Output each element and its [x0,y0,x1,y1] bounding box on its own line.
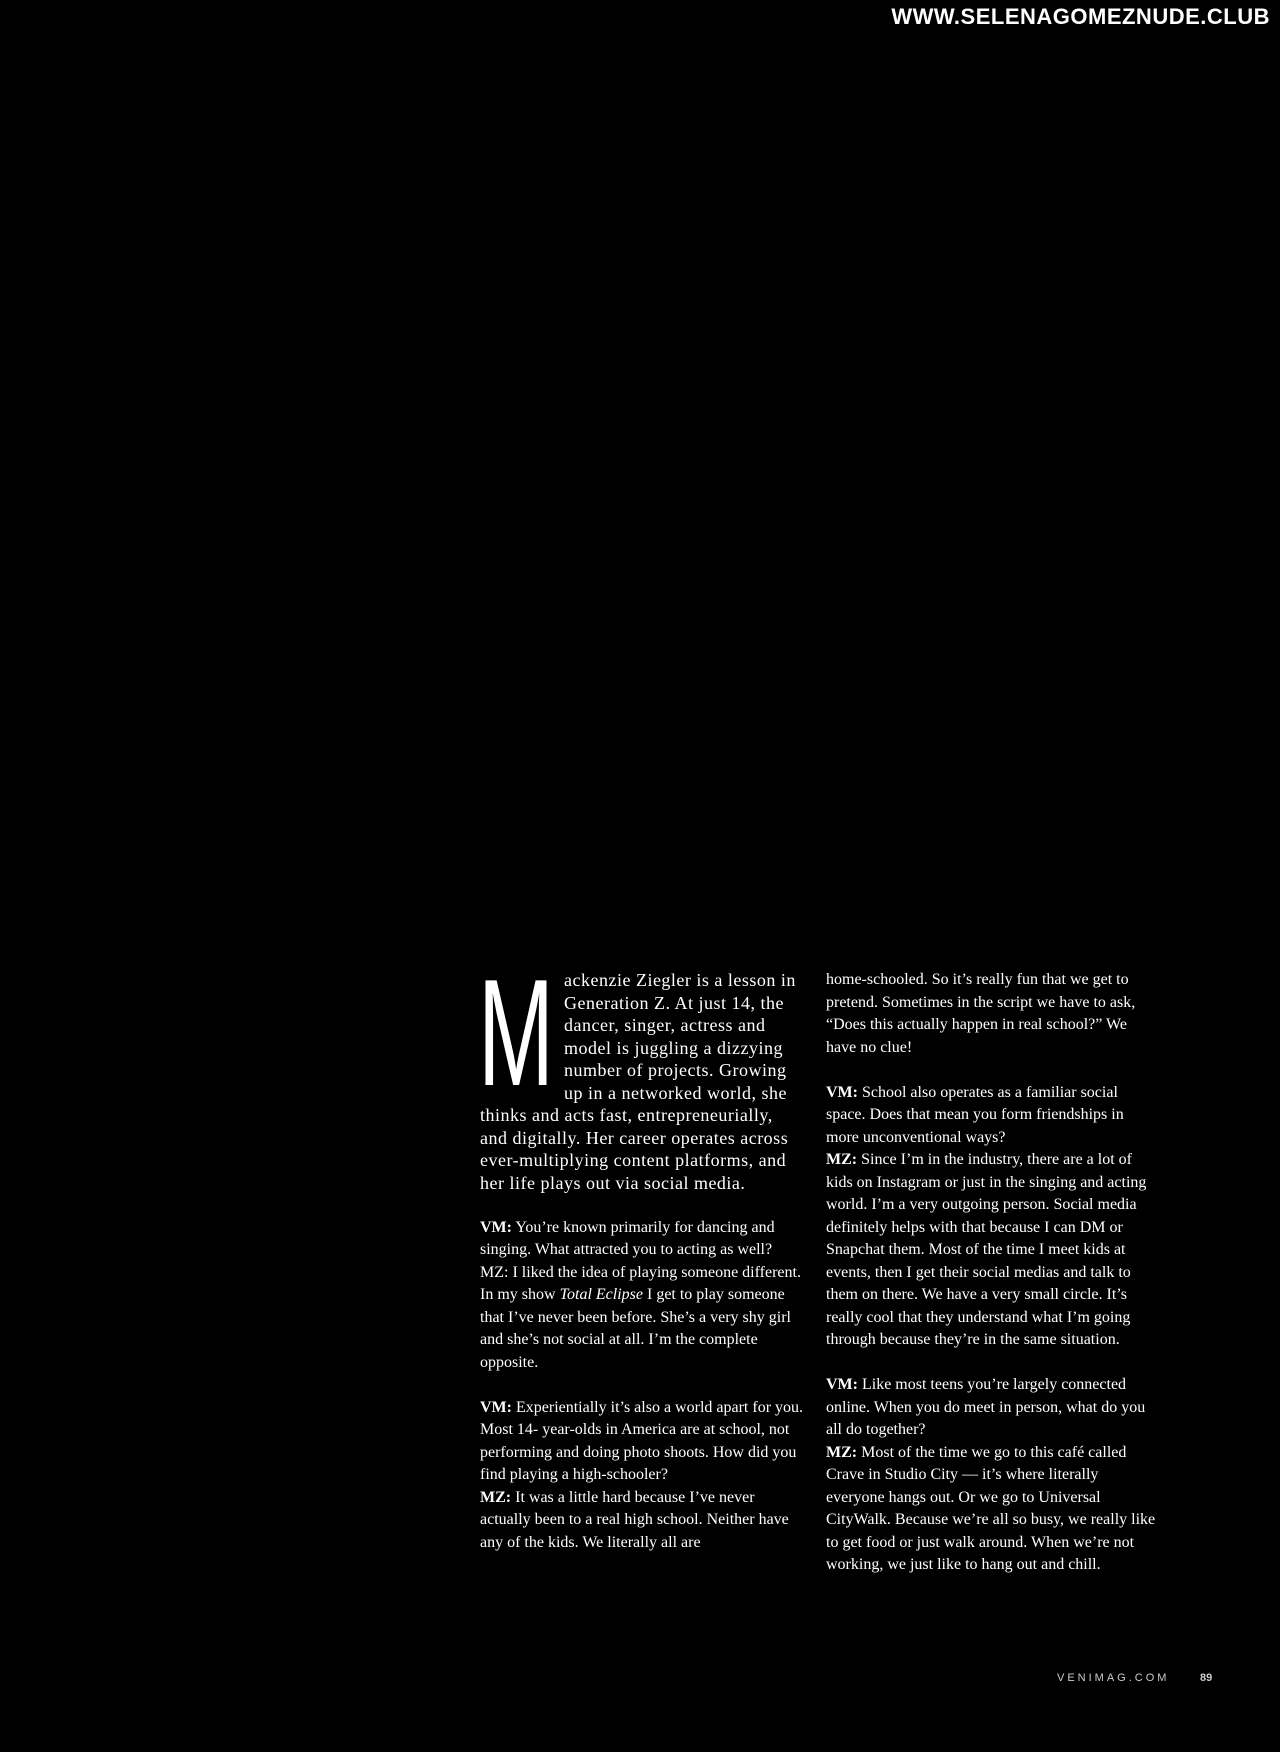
qa-block-2 [480,1397,804,1555]
footer-site-name: VENIMAG.COM [1057,1672,1170,1684]
answer-speaker: MZ: [826,1443,858,1461]
question [826,1082,1156,1150]
question [480,1217,804,1262]
answer [826,1442,1156,1577]
question-text: You’re known primarily for dancing and singing. What attracted you to acting as well? [480,1218,775,1258]
answer [826,1149,1156,1352]
qa-block-3 [826,1082,1156,1352]
answer-speaker: MZ: [480,1263,509,1281]
page-number: 89 [1200,1672,1213,1684]
question-speaker: VM: [826,1083,858,1101]
answer-text: Most of the time we go to this café called Crave in Studio City — it’s where literally everyone hangs out. Or we go to Universal CityWalk. Because we’re all so busy, we really like to get food or just walk around. When we’re not working, we just like to hang out and chill. [826,1443,1156,1573]
question-text: Experientially it’s also a world apart for you. Most 14- year-olds in America are at school, not performing and doing photo shoots. How did you find playing a high-schooler? [480,1398,804,1483]
answer-text: Since I’m in the industry, there are a lot of kids on Instagram or just in the singing and acting world. I’m a very outgoing person. Social media definitely helps with that because I can DM or Snapchat them. Most of the time I meet kids at events, then I get their social medias and talk to them on there. We have a very small circle. It’s really cool that they understand what I’m going through because they’re in the same situation. [826,1151,1147,1348]
qa-block-4 [826,1374,1156,1577]
answer-speaker: MZ: [480,1488,512,1506]
question [480,1397,804,1487]
show-title: Total Eclipse [559,1286,643,1303]
question-speaker: VM: [826,1376,858,1393]
answer-text-cont: I get to play someone that I’ve never been before. She’s a very shy girl and she’s not social at all. I’m the complete opposite. [480,1286,791,1371]
answer-speaker: MZ: [826,1151,858,1168]
article-intro [478,948,804,1194]
question-speaker: VM: [480,1218,512,1236]
question [826,1374,1156,1442]
article-column-right [826,969,1156,1599]
question-speaker: VM: [480,1398,512,1416]
qa-block-1 [480,1217,804,1375]
article-column-left [478,948,804,1577]
answer-continued: home-schooled. So it’s really fun that we get to pretend. Sometimes in the script we have to ask, “Does this actually happen in real school?” We have no clue! [826,971,1136,1056]
drop-cap: M [478,948,554,1118]
qa-block-2-continued [826,969,1156,1059]
question-text: School also operates as a familiar social space. Does that mean you form friendships in more unconventional ways? [826,1083,1124,1146]
watermark-text: WWW.SELENAGOMEZNUDE.CLUB [891,4,1270,29]
answer [480,1262,804,1375]
answer-text: It was a little hard because I’ve never actually been to a real high school. Neither have any of the kids. We literally all are [480,1488,789,1551]
intro-text: ackenzie Ziegler is a lesson in Generation Z. At just 14, the dancer, singer, actress and model is juggling a dizzying number of projects. Growing up in a networked world, she thinks and acts fast, entrepreneurially, and digitally. Her career operates across ever-multiplying content platforms, and her life plays out via social media. [480,970,796,1193]
question-text: Like most teens you’re largely connected online. When you do meet in person, what do you all do together? [826,1376,1146,1438]
answer [480,1487,804,1555]
answer-text: I liked the idea of playing someone different. In my show [480,1263,801,1303]
